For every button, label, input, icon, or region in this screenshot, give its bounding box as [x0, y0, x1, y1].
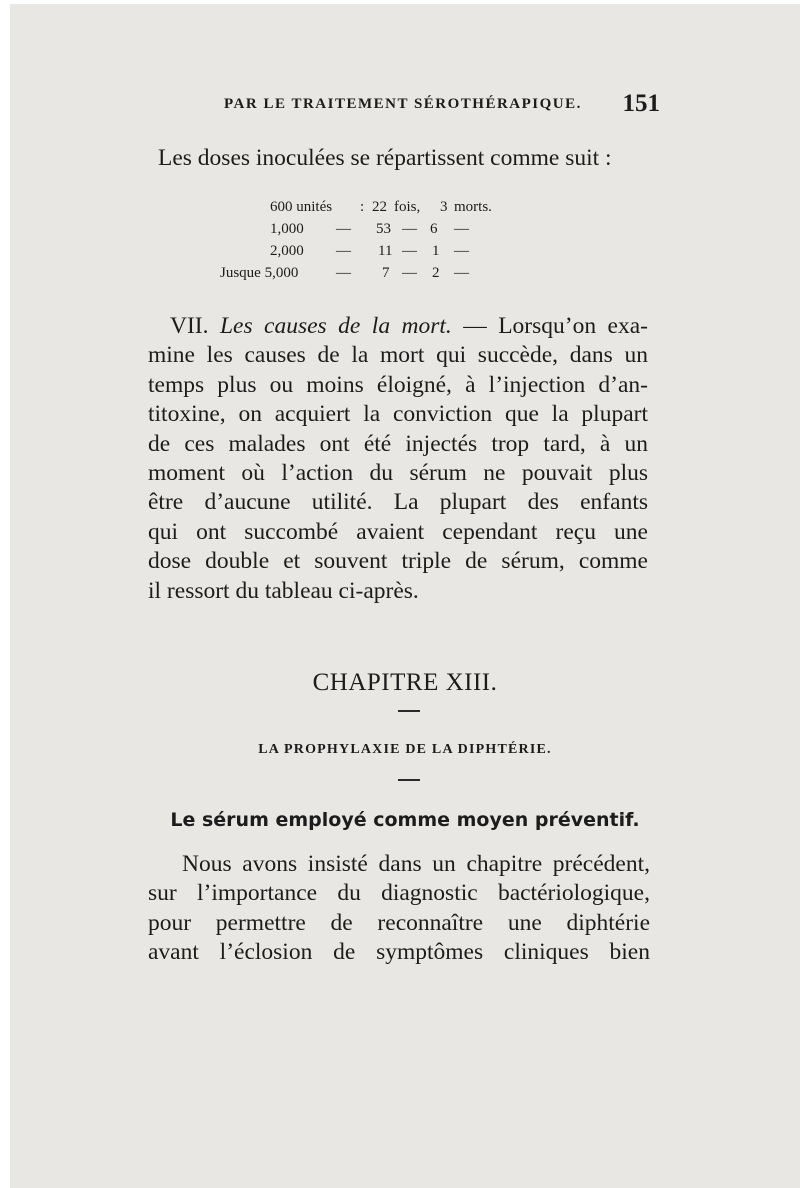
paragraph-line: dose double et souvent triple de sérum, comme: [148, 548, 648, 575]
morts-suffix: —: [454, 265, 469, 281]
dose-table: [220, 196, 540, 284]
paragraph-line: être d’aucune utilité. La plupart des enfants: [148, 489, 648, 516]
section-vii-paragraph: [148, 312, 648, 606]
dose-label: 2,000: [270, 243, 304, 259]
fois-suffix: —: [402, 265, 417, 281]
morts-count: 2: [432, 265, 440, 281]
chapter-subtitle: LA PROPHYLAXIE DE LA DIPHTÉRIE.: [258, 742, 552, 757]
dose-separator: —: [336, 243, 351, 259]
dose-label: 600 unités: [270, 199, 333, 215]
morts-count: 3: [440, 199, 448, 215]
fois-count: 11: [378, 243, 393, 259]
paragraph-line: moment où l’action du sérum ne pouvait plus: [148, 460, 648, 487]
fois-suffix: fois,: [394, 199, 421, 215]
fois-count: 53: [376, 221, 391, 237]
running-title: PAR LE TRAITEMENT SÉROTHÉRAPIQUE.: [224, 96, 582, 112]
divider-rule: [398, 710, 420, 712]
dose-label: Jusque 5,000: [220, 265, 299, 281]
section-heading-italic: Les causes de la mort.: [219, 313, 452, 339]
morts-count: 1: [432, 243, 440, 259]
book-page: [10, 4, 800, 1188]
fois-count: 22: [372, 199, 387, 215]
dose-separator: —: [336, 221, 351, 237]
paragraph-line: pour permettre de reconnaître une diphtérie: [148, 909, 650, 936]
dose-label: 1,000: [270, 221, 304, 237]
paragraph-line: avant l’éclosion de symptômes cliniques bien: [148, 939, 650, 966]
closing-paragraph: [148, 850, 650, 968]
paragraph-line: mine les causes de la mort qui succède, dans un: [148, 342, 648, 369]
paragraph-line: [148, 312, 648, 341]
morts-suffix: morts.: [454, 199, 492, 215]
dose-row: [220, 240, 540, 262]
fois-suffix: —: [402, 243, 417, 259]
dose-separator: —: [336, 265, 351, 281]
paragraph-line: il ressort du tableau ci-après.: [148, 577, 419, 604]
dose-row: [220, 218, 540, 240]
paragraph-line-text: — Lorsqu’on exa-: [463, 313, 648, 339]
section-heading: Le sérum employé comme moyen préventif.: [170, 809, 640, 831]
paragraph-line: titoxine, on acquiert la conviction que la plupart: [148, 401, 648, 428]
dose-row: [220, 196, 540, 218]
section-number: VII.: [170, 313, 209, 339]
divider-rule: [398, 779, 420, 781]
paragraph-line: temps plus ou moins éloigné, à l’injection d’an-: [148, 371, 648, 398]
dose-separator: :: [360, 199, 365, 215]
paragraph-line: sur l’importance du diagnostic bactériologique,: [148, 880, 650, 907]
paragraph-line: qui ont succombé avaient cependant reçu une: [148, 518, 648, 545]
dose-row: [220, 262, 540, 284]
fois-count: 7: [382, 265, 390, 281]
page-number: 151: [622, 90, 660, 117]
morts-suffix: —: [454, 243, 469, 259]
intro-line: Les doses inoculées se répartissent comme suit :: [158, 145, 612, 171]
chapter-title: CHAPITRE XIII.: [312, 669, 498, 696]
paragraph-line: de ces malades ont été injectés trop tard, à un: [148, 430, 648, 457]
running-header: [224, 90, 660, 117]
paragraph-line: Nous avons insisté dans un chapitre précédent,: [182, 851, 650, 877]
morts-suffix: —: [454, 221, 469, 237]
morts-count: 6: [430, 221, 438, 237]
intro-paragraph: [158, 144, 663, 173]
fois-suffix: —: [402, 221, 417, 237]
